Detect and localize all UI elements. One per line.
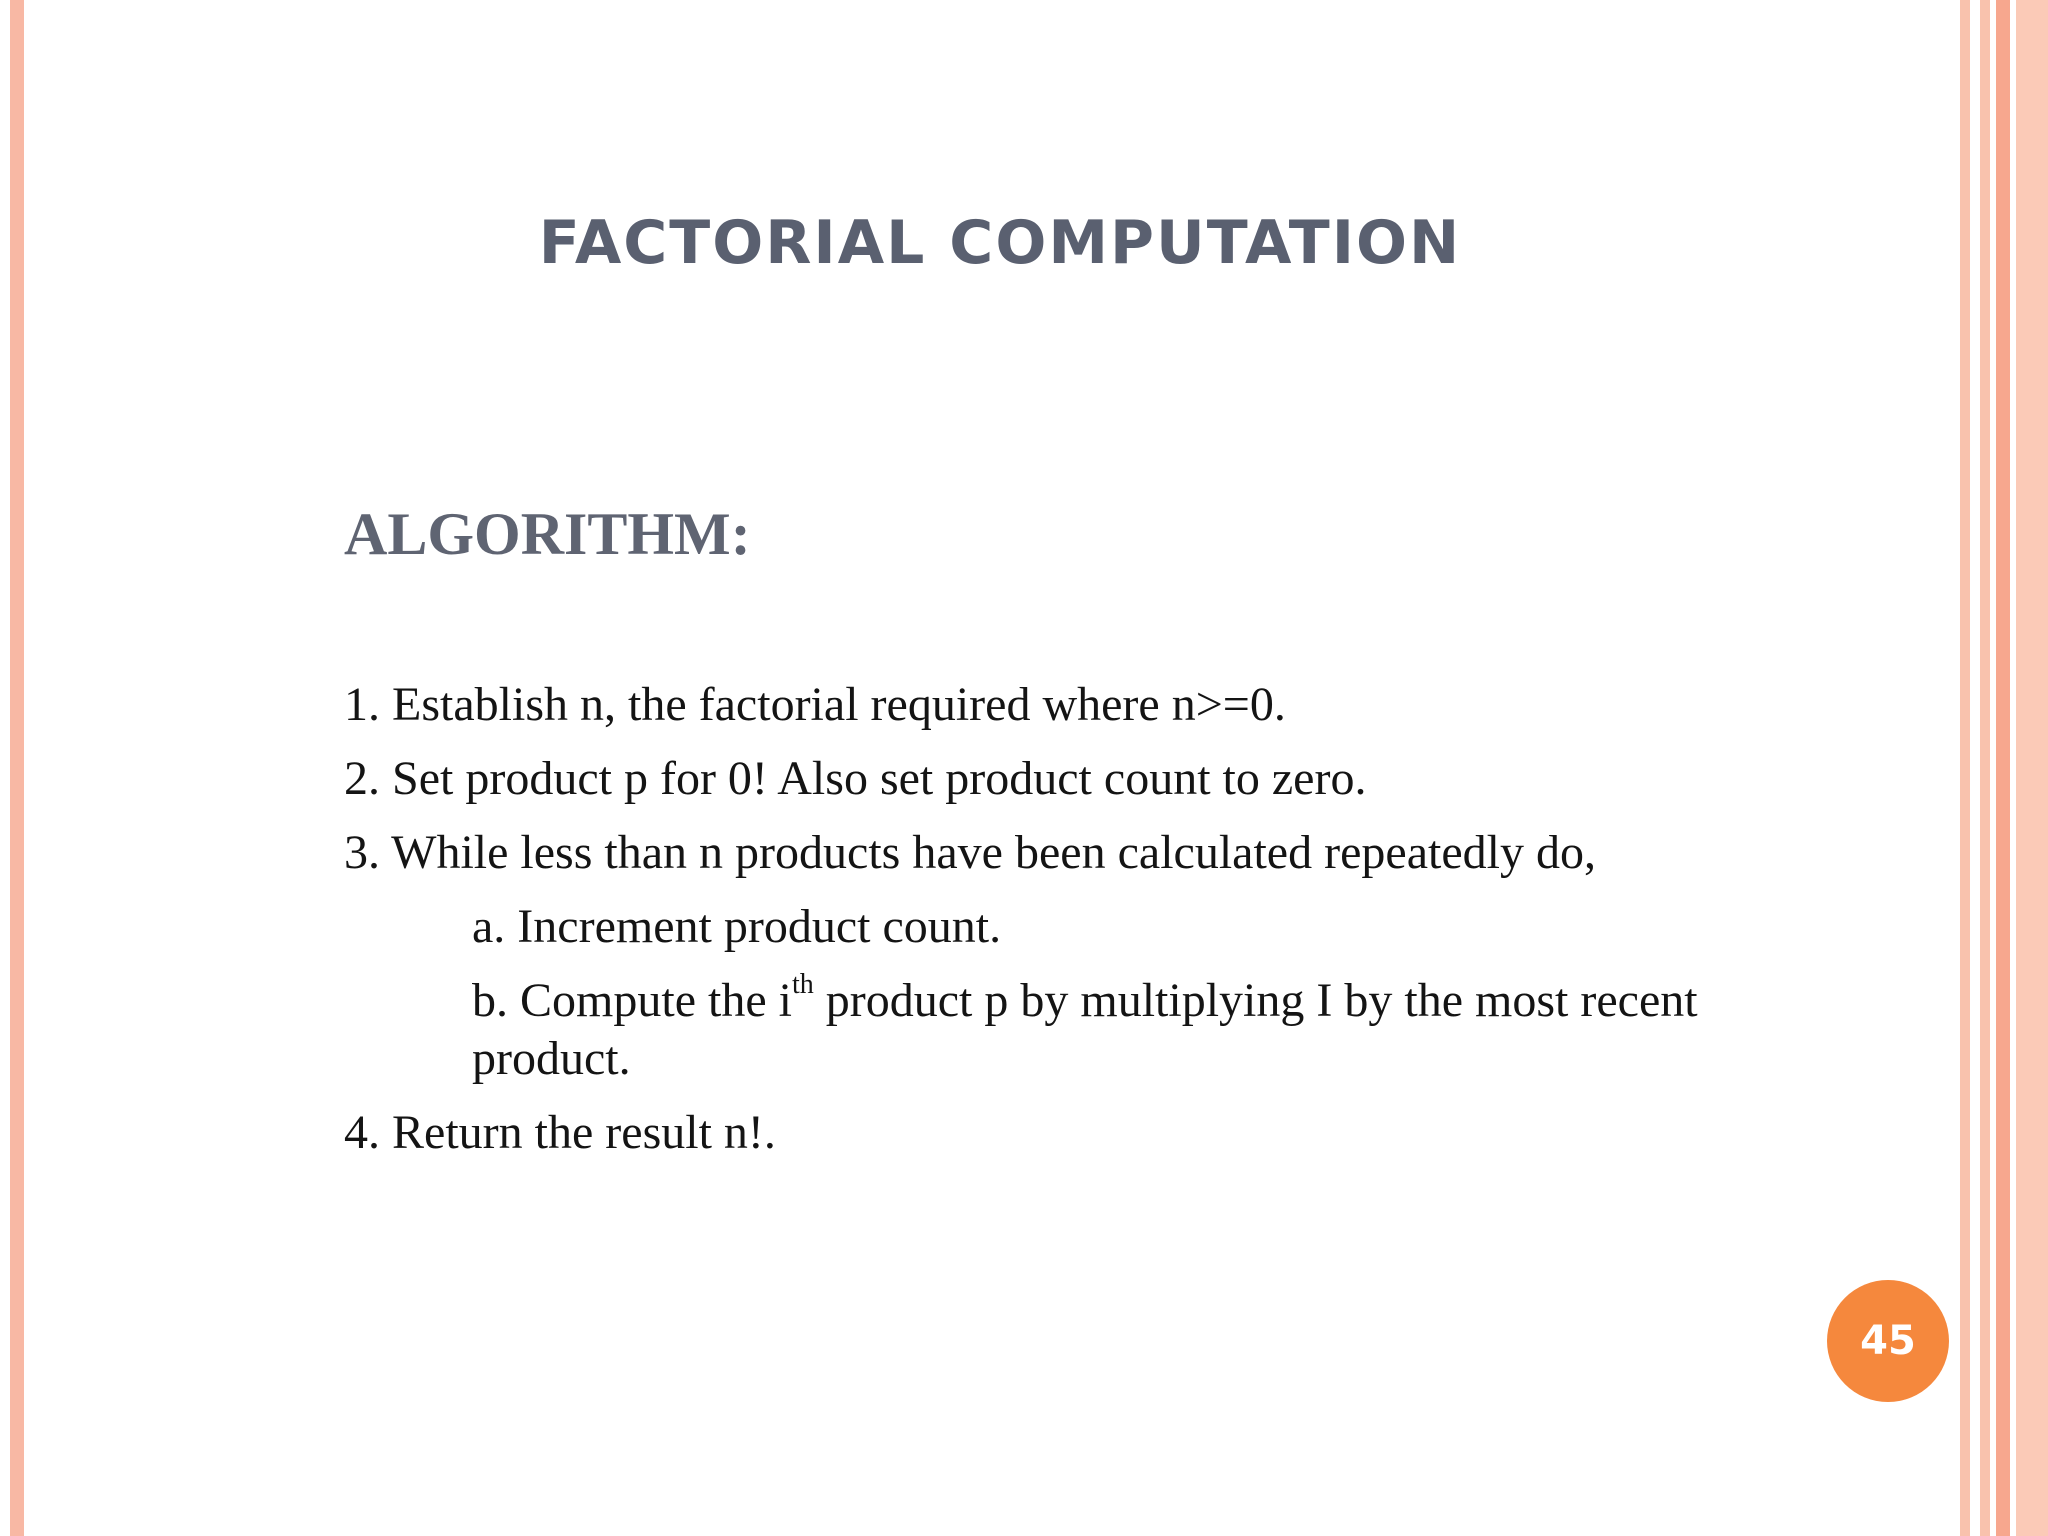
algorithm-steps: [344, 676, 1844, 1178]
step-3b-text-end: product p by multiplying I by the most recent product.: [472, 974, 1698, 1085]
step-1: 1. Establish n, the factorial required where n>=0.: [344, 678, 1286, 731]
step-4: 4. Return the result n!.: [344, 1106, 776, 1159]
step-3: 3. While less than n products have been calculated repeatedly do,: [344, 826, 1596, 879]
right-border-stripe: [2016, 0, 2048, 1536]
step-3b-superscript: th: [791, 969, 814, 1000]
step-2: 2. Set product p for 0! Also set product count to zero.: [344, 752, 1367, 805]
step-3b: [472, 969, 1844, 1088]
page-number-badge: [1827, 1280, 1949, 1402]
step-3b-text-start: b. Compute the i: [472, 974, 792, 1027]
slide-title: FACTORIAL COMPUTATION: [538, 208, 1462, 278]
section-heading: ALGORITHM:: [344, 501, 751, 567]
page-number: 45: [1860, 1318, 1916, 1364]
step-3a: a. Increment product count.: [472, 900, 1002, 953]
